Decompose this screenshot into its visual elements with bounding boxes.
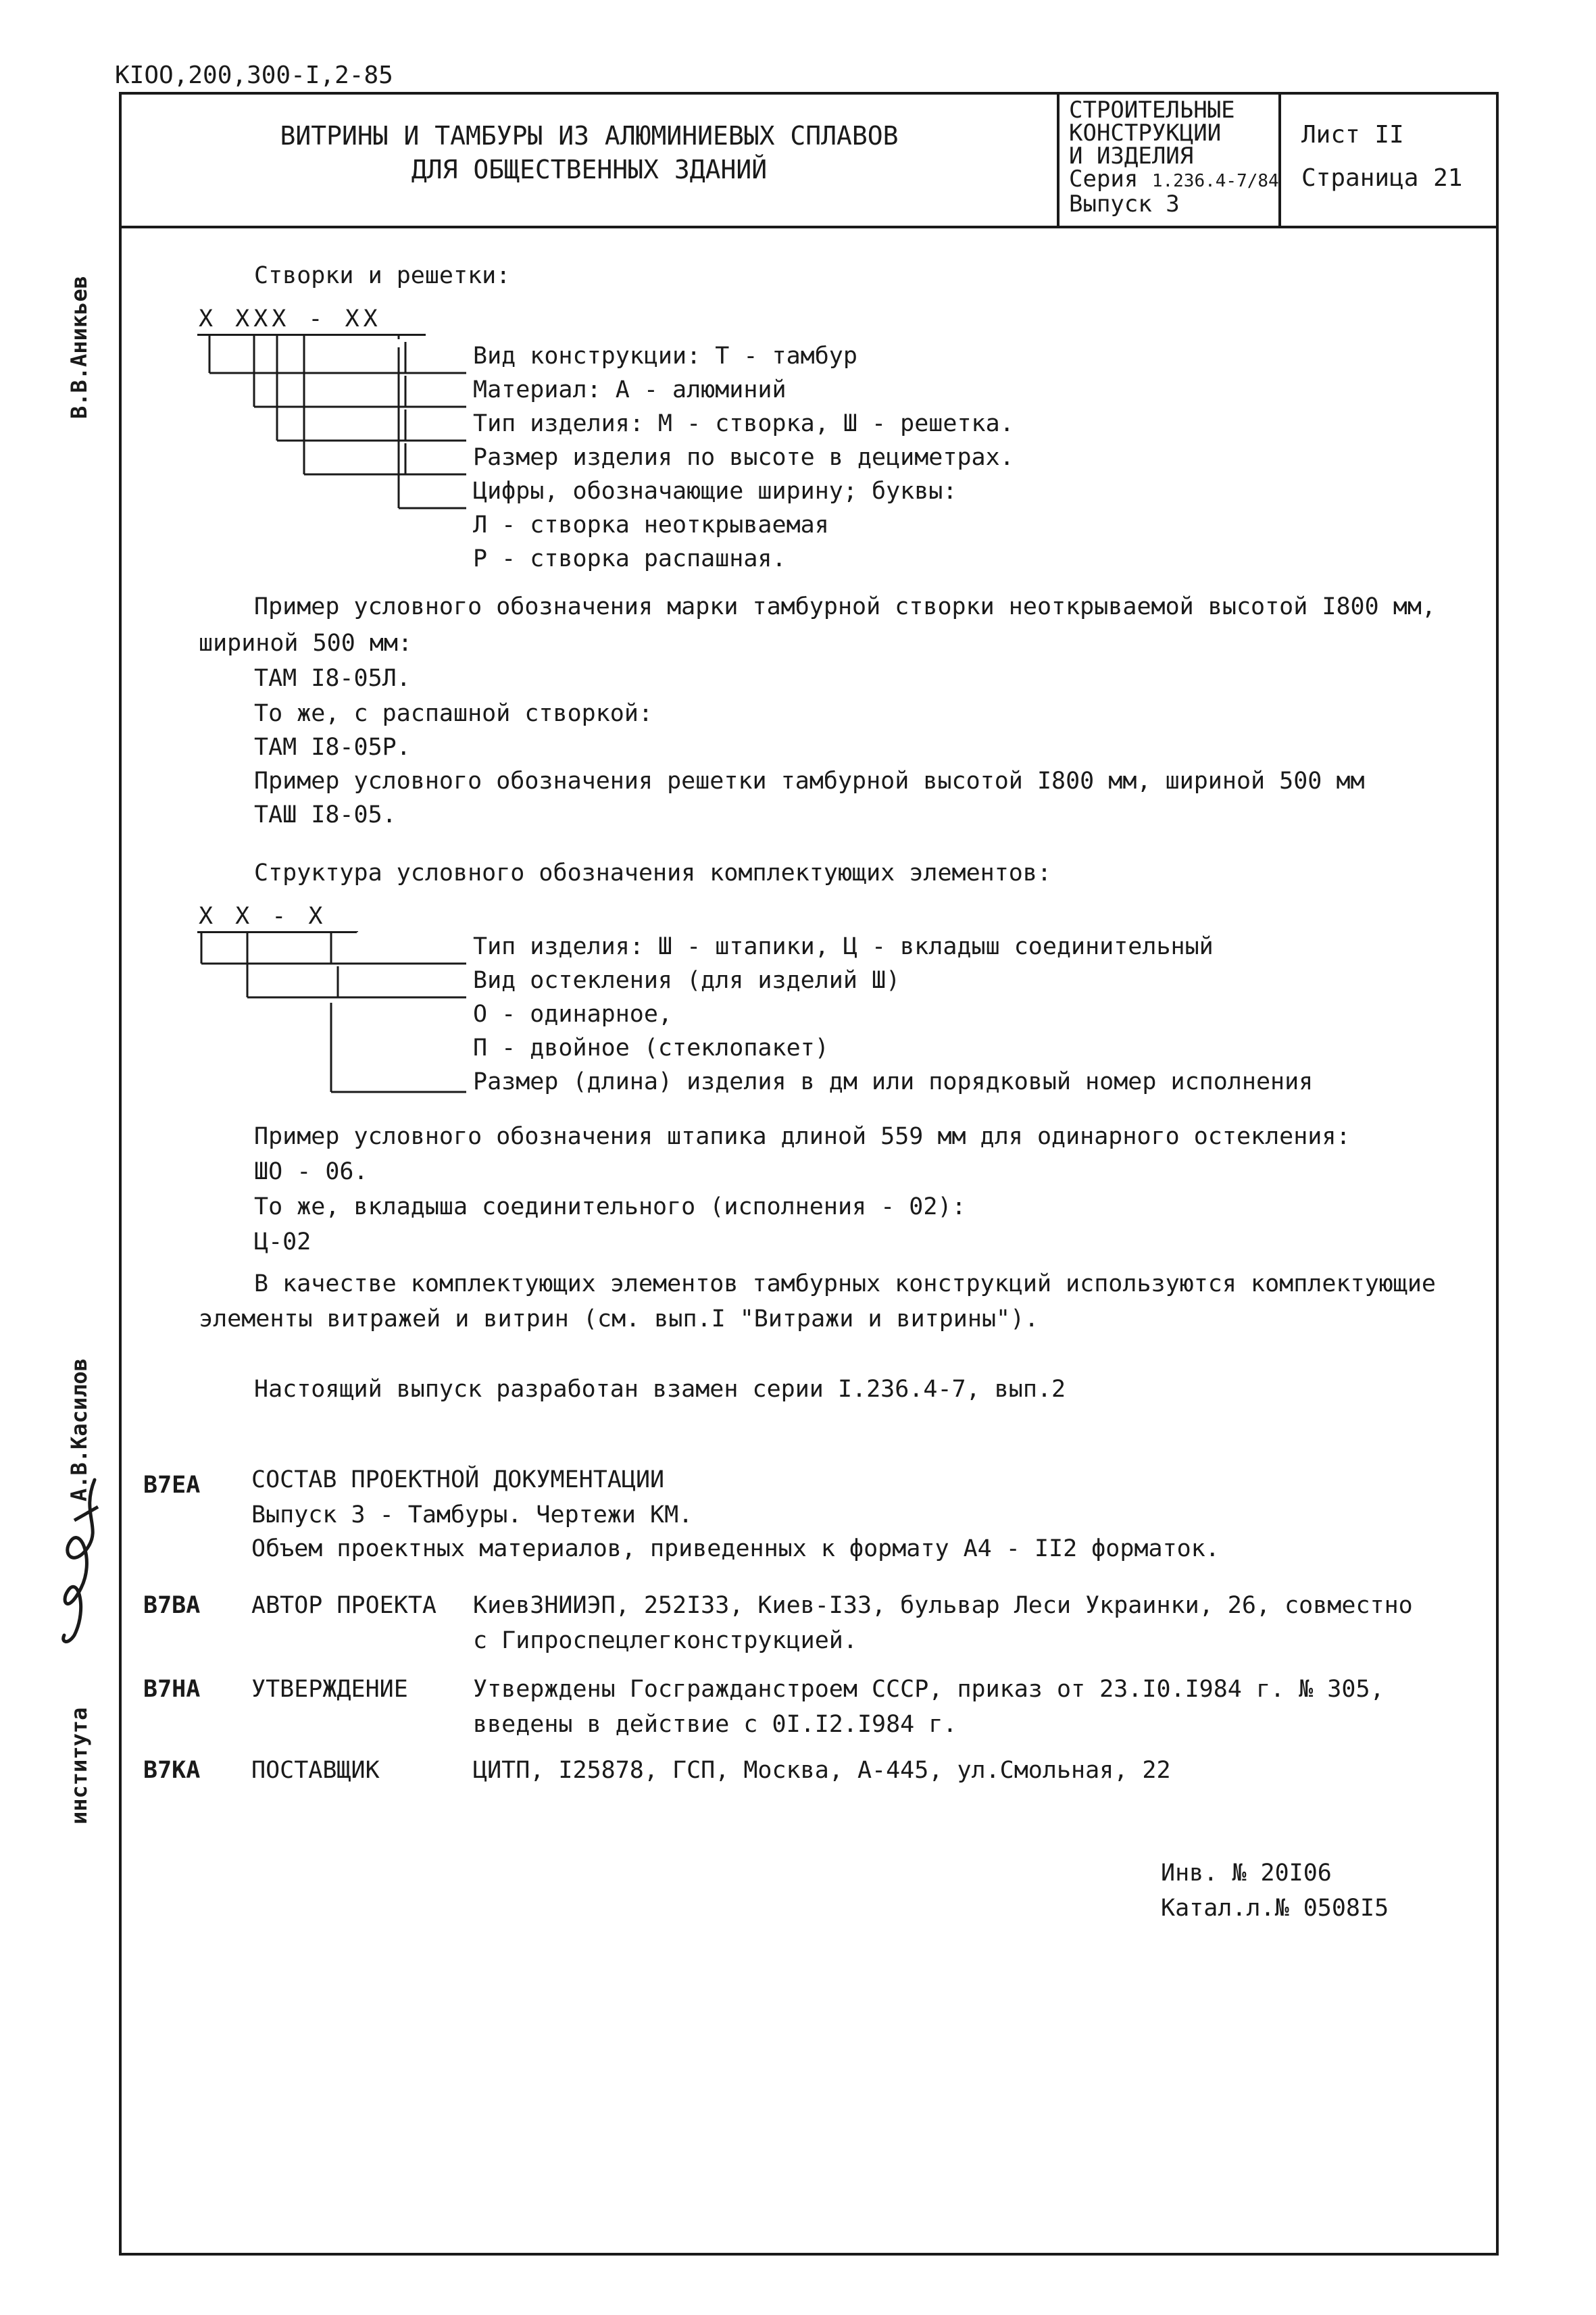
sheet-info bbox=[1301, 114, 1462, 200]
stamp-block bbox=[1069, 99, 1279, 216]
section2-note: Настоящий выпуск разработан взамен серии I.236.4-7, вып.2 bbox=[254, 1376, 1066, 1403]
section2-paragraph-line2: элементы витражей и витрин (см. вып.I "Витражи и витрины"). bbox=[199, 1305, 1039, 1333]
record-line: ЦИТП, I25878, ГСП, Москва, А-445, ул.Смольная, 22 bbox=[473, 1757, 1171, 1784]
sheet-number: Лист II bbox=[1301, 121, 1404, 149]
section1-bracket-diagram bbox=[196, 334, 480, 516]
stamp-series-value: 1.236.4-7/84 bbox=[1151, 171, 1279, 191]
legend2-item: Вид остекления (для изделий Ш) bbox=[473, 967, 901, 994]
record-line: Утверждены Госгражданстроем СССР, приказ от 23.I0.I984 г. № 305, bbox=[473, 1676, 1385, 1703]
header-bottom-rule bbox=[119, 226, 1499, 228]
legend2-item: П - двойное (стеклопакет) bbox=[473, 1035, 829, 1062]
legend1-item: Цифры, обозначающие ширину; буквы: bbox=[473, 478, 957, 505]
section1-heading: Створки и решетки: bbox=[254, 262, 511, 289]
record-line: с Гипроспецлегконструкцией. bbox=[473, 1627, 857, 1654]
stamp-line-2: КОНСТРУКЦИИ bbox=[1069, 120, 1222, 147]
section2-example2-text: То же, вкладыша соединительного (исполнения - 02): bbox=[254, 1193, 966, 1220]
legend2-item: Тип изделия: Ш - штапики, Ц - вкладыш соединительный bbox=[473, 933, 1214, 960]
stamp-series bbox=[1069, 168, 1279, 193]
document-title bbox=[122, 119, 1057, 186]
legend1-item: Л - створка неоткрываемая bbox=[473, 512, 829, 539]
legend1-item: Вид конструкции: Т - тамбур bbox=[473, 343, 857, 370]
page-number: Страница 21 bbox=[1301, 164, 1463, 192]
margin-name-1: В.В.Аникьев bbox=[66, 276, 92, 419]
stamp-issue: Выпуск 3 bbox=[1069, 191, 1180, 218]
section2-legend bbox=[473, 930, 1313, 1099]
section2-heading: Структура условного обозначения комплектующих элементов: bbox=[254, 860, 1052, 887]
catalog-number: Катал.л.№ 0508I5 bbox=[1161, 1895, 1389, 1922]
section1-example3-code: ТАШ I8-05. bbox=[254, 801, 397, 828]
legend2-item: О - одинарное, bbox=[473, 1001, 673, 1028]
section1-legend bbox=[473, 339, 1014, 576]
section1-example1-line2: шириной 500 мм: bbox=[199, 630, 413, 657]
record-line: Объем проектных материалов, приведенных к формату А4 - II2 форматок. bbox=[251, 1535, 1220, 1562]
section1-example3-text: Пример условного обозначения решетки тамбурной высотой I800 мм, шириной 500 мм bbox=[254, 768, 1365, 795]
section2-example1-code: ШО - 06. bbox=[254, 1158, 368, 1185]
record-code: B7EA bbox=[143, 1472, 201, 1499]
stamp-line-3: И ИЗДЕЛИЯ bbox=[1069, 143, 1194, 170]
stamp-line-1: СТРОИТЕЛЬНЫЕ bbox=[1069, 97, 1235, 124]
record-line: КиевЗНИИЭП, 252I33, Киев-I33, бульвар Леси Украинки, 26, совместно bbox=[473, 1592, 1413, 1619]
section1-code: X XXX - XX bbox=[199, 305, 382, 332]
margin-institute: института bbox=[66, 1707, 92, 1824]
section2-example2-code: Ц-02 bbox=[254, 1228, 311, 1255]
section1-example2-code: ТАМ I8-05Р. bbox=[254, 734, 411, 761]
stamp-series-label: Серия bbox=[1069, 166, 1139, 193]
record-line: введены в действие с 0I.I2.I984 г. bbox=[473, 1711, 957, 1738]
record-code: B7KA bbox=[143, 1757, 201, 1784]
title-line-2: ДЛЯ ОБЩЕСТВЕННЫХ ЗДАНИЙ bbox=[411, 155, 768, 184]
section2-bracket-diagram bbox=[196, 931, 480, 1107]
record-label: ПОСТАВЩИК bbox=[251, 1757, 380, 1784]
record-label: СОСТАВ ПРОЕКТНОЙ ДОКУМЕНТАЦИИ bbox=[251, 1466, 665, 1493]
section2-example1-text: Пример условного обозначения штапика длиной 559 мм для одинарного остекления: bbox=[254, 1123, 1351, 1150]
document-code: KIOO,200,300-I,2-85 bbox=[115, 61, 393, 89]
signature-image bbox=[47, 1473, 115, 1649]
section1-example1-code: ТАМ I8-05Л. bbox=[254, 665, 411, 692]
section1-example1-line1: Пример условного обозначения марки тамбурной створки неоткрываемой высотой I800 мм, bbox=[254, 593, 1436, 620]
record-line: Выпуск 3 - Тамбуры. Чертежи КМ. bbox=[251, 1501, 693, 1528]
header-divider-1 bbox=[1057, 92, 1059, 227]
legend1-item: Материал: А - алюминий bbox=[473, 376, 787, 403]
legend1-item: Р - створка распашная. bbox=[473, 545, 787, 572]
record-label: УТВЕРЖДЕНИЕ bbox=[251, 1676, 408, 1703]
section2-paragraph-line1: В качестве комплектующих элементов тамбурных конструкций используются комплектующие bbox=[254, 1270, 1436, 1297]
inventory-number: Инв. № 20I06 bbox=[1161, 1860, 1332, 1887]
legend1-item: Тип изделия: М - створка, Ш - решетка. bbox=[473, 410, 1014, 437]
record-code: B7BA bbox=[143, 1592, 201, 1619]
record-code: B7HA bbox=[143, 1676, 201, 1703]
legend1-item: Размер изделия по высоте в дециметрах. bbox=[473, 444, 1014, 471]
legend2-item: Размер (длина) изделия в дм или порядковый номер исполнения bbox=[473, 1068, 1314, 1095]
section1-example2-text: То же, с распашной створкой: bbox=[254, 700, 653, 727]
margin-name-2: А.В.Касилов bbox=[66, 1358, 92, 1501]
section2-code: X X - X bbox=[199, 903, 327, 930]
title-line-1: ВИТРИНЫ И ТАМБУРЫ ИЗ АЛЮМИНИЕВЫХ СПЛАВОВ bbox=[280, 121, 899, 151]
record-label: АВТОР ПРОЕКТА bbox=[251, 1592, 437, 1619]
